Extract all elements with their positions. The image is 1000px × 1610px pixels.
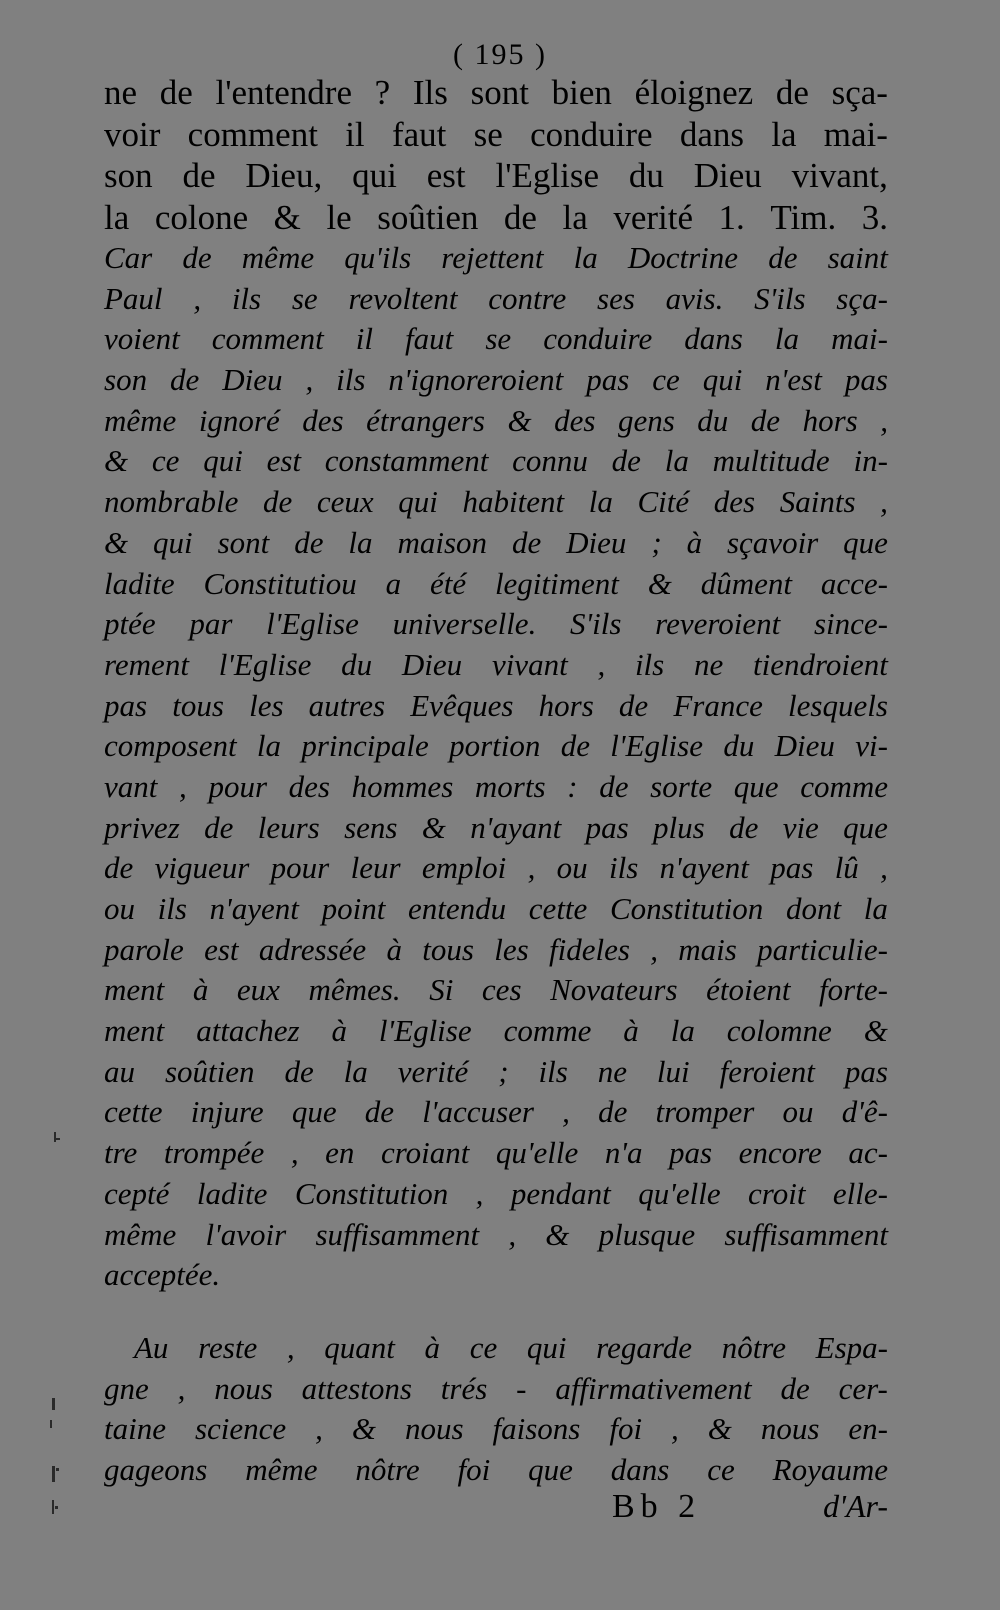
text-line: acceptée. [104, 1257, 221, 1293]
margin-specks [40, 1130, 80, 1550]
text-line: voir comment il faut se conduire dans la mai- [104, 114, 888, 154]
paragraph-break [104, 1296, 888, 1328]
text-line: au soûtien de la verité ; ils ne lui feroient pas [104, 1053, 888, 1089]
text-line: cepté ladite Constitution , pendant qu'elle croit elle- [104, 1175, 888, 1211]
text-line: pas tous les autres Evêques hors de France lesquels [104, 687, 888, 723]
text-line: son de Dieu , ils n'ignoreroient pas ce qui n'est pas [104, 362, 888, 398]
text-line: ou ils n'ayent point entendu cette Constitution dont la [104, 891, 888, 926]
text-line: tre trompée , en croiant qu'elle n'a pas encore ac- [104, 1135, 888, 1171]
page-footer [104, 1488, 888, 1532]
text-line: voient comment il faut se conduire dans la mai- [104, 321, 888, 357]
text-line: de vigueur pour leur emploi , ou ils n'ayent pas lû , [104, 850, 888, 886]
text-line: son de Dieu, qui est l'Eglise du Dieu vivant, [104, 156, 888, 195]
text-line: même l'avoir suffisamment , & plusque suffisamment [104, 1216, 888, 1252]
text-line: privez de leurs sens & n'ayant pas plus de vie que [104, 809, 888, 845]
text-line: nombrable de ceux qui habitent la Cité des Saints , [104, 484, 888, 520]
text-line: ne de l'entendre ? Ils sont bien éloignez de sça- [104, 73, 888, 112]
text-line: Paul , ils se revoltent contre ses avis. S'ils sça- [104, 280, 888, 316]
text-line: ptée par l'Eglise universelle. S'ils reveroient since- [104, 606, 888, 642]
signature-mark: Bb 2 [612, 1488, 702, 1525]
text-line: la colone & le soûtien de la verité 1. Tim. 3. [104, 197, 888, 237]
text-line: ment attachez à l'Eglise comme à la colomne & [104, 1013, 888, 1049]
text-line: cette injure que de l'accuser , de tromper ou d'ê- [104, 1094, 888, 1130]
text-line: gageons même nôtre foi que dans ce Royaume [104, 1451, 888, 1487]
text-line: gne , nous attestons trés - affirmativement de cer- [104, 1370, 888, 1406]
text-line: Au reste , quant à ce qui regarde nôtre Espa- [134, 1329, 888, 1365]
text-line: & qui sont de la maison de Dieu ; à sçavoir que [104, 524, 888, 560]
text-line: taine science , & nous faisons foi , & nous en- [104, 1411, 888, 1447]
text-line: ment à eux mêmes. Si ces Novateurs étoient forte- [104, 972, 888, 1008]
text-line: rement l'Eglise du Dieu vivant , ils ne tiendroient [104, 646, 888, 682]
text-line: ladite Constitutiou a été legitiment & dûment acce- [104, 565, 888, 601]
text-line: composent la principale portion de l'Eglise du Dieu vi- [104, 728, 888, 764]
text-line: vant , pour des hommes morts : de sorte que comme [104, 768, 888, 804]
text-line: parole est adressée à tous les fideles , mais particulie- [104, 931, 888, 967]
page-number: ( 195 ) [453, 38, 547, 71]
text-line: & ce qui est constamment connu de la multitude in- [104, 443, 888, 479]
text-block [104, 72, 888, 1491]
text-line: même ignoré des étrangers & des gens du de hors , [104, 402, 888, 438]
catchword: d'Ar- [823, 1488, 888, 1524]
text-line: Car de même qu'ils rejettent la Doctrine de saint [104, 240, 888, 275]
